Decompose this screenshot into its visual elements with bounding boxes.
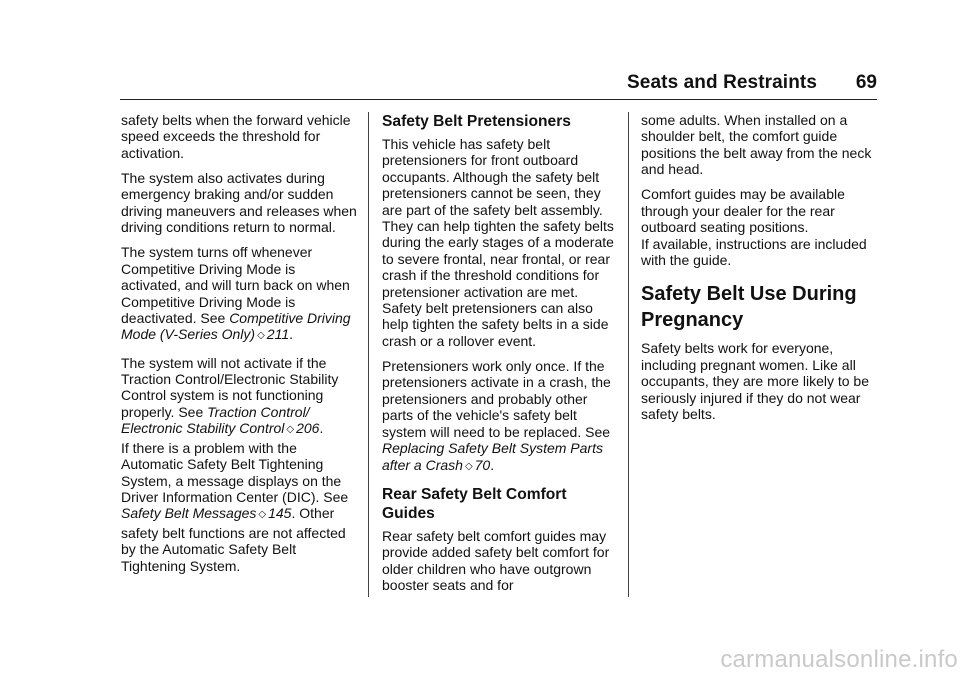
cross-reference-link[interactable]: Traction Control/ Electronic Stability Control — [121, 403, 310, 437]
watermark: carmanualsonline.info — [720, 646, 958, 673]
paragraph: The system turns off whenever Competitive Driving Mode is activated, and will turn back on when Competitive Driving Mode is deactivated. See Competitive Driving Mode (V-Series Only) ◇ 211. — [121, 244, 351, 343]
section-heading: Safety Belt Use During Pregnancy — [641, 283, 857, 332]
cross-reference-link[interactable]: Safety Belt Messages — [121, 505, 257, 522]
page-reference-icon: ◇ — [464, 460, 473, 472]
page-reference-icon: ◇ — [286, 424, 295, 436]
column-left — [121, 112, 357, 583]
paragraph: Pretensioners work only once. If the pretensioners activate in a crash, the pretensioners and probably other parts of the vehicle's safety belt system will need to be replaced. See Replacing Safety Belt System Parts after a Crash ◇ 70. — [382, 358, 611, 473]
page-reference[interactable]: 70 — [474, 456, 491, 473]
cross-reference-link[interactable]: Replacing Safety Belt System Parts after a Crash — [382, 440, 603, 473]
paragraph: The system will not activate if the Traction Control/Electronic Stability Control system is not functioning properly. See Traction Control/ Electronic Stability Control ◇ 206. — [121, 354, 339, 437]
paragraph: safety belts when the forward vehicle speed exceeds the threshold for activation. — [121, 112, 351, 161]
page-reference-icon: ◇ — [257, 330, 265, 342]
section-title: Seats and Restraints — [627, 72, 817, 93]
paragraph: If available, instructions are included with the guide. — [641, 235, 867, 269]
paragraph: Rear safety belt comfort guides may provide added safety belt comfort for older children who have outgrown booster seats and for — [382, 527, 610, 593]
cross-reference-link[interactable]: Competitive Driving Mode (V-Series Only) — [121, 310, 351, 343]
page-reference[interactable]: 145 — [268, 505, 292, 522]
page-reference[interactable]: 206 — [296, 420, 320, 437]
column-divider — [368, 112, 369, 597]
page-number: 69 — [855, 72, 877, 93]
paragraph: Safety belts work for everyone, including pregnant women. Like all occupants, they are more likely to be seriously injured if they do not wear safety belts. — [641, 340, 870, 423]
paragraph: The system also activates during emergency braking and/or sudden driving maneuvers and releases when driving conditions return to normal. — [121, 170, 357, 236]
paragraph: If there is a problem with the Automatic Safety Belt Tightening System, a message displays on the Driver Information Center (DIC). See Safety Belt Messages ◇ 145. Other safety belt functions are not affected by the Automatic Safety Belt Tightening System. — [121, 439, 349, 574]
paragraph: some adults. When installed on a shoulder belt, the comfort guide positions the belt away from the neck and head. — [641, 112, 872, 178]
column-divider — [628, 112, 629, 597]
column-right — [641, 112, 881, 431]
subsection-heading: Rear Safety Belt Comfort Guides — [382, 485, 567, 522]
page-reference[interactable]: 211 — [266, 326, 290, 343]
paragraph: This vehicle has safety belt pretensioners for front outboard occupants. Although the safety belt pretensioners cannot be seen, they are part of the safety belt assembly. They can help tighten the safety belts during the early stages of a moderate to severe frontal, near frontal, or rear crash if the threshold conditions for pretensioner activation are met. Safety belt pretensioners can also help tighten the safety belts in a side crash or a rollover event. — [382, 136, 614, 349]
page-header — [120, 70, 877, 100]
column-middle — [382, 112, 616, 602]
subsection-heading: Safety Belt Pretensioners — [382, 113, 571, 130]
paragraph: Comfort guides may be available through your dealer for the rear outboard seating positions. — [641, 186, 845, 236]
page-reference-icon: ◇ — [258, 509, 267, 521]
